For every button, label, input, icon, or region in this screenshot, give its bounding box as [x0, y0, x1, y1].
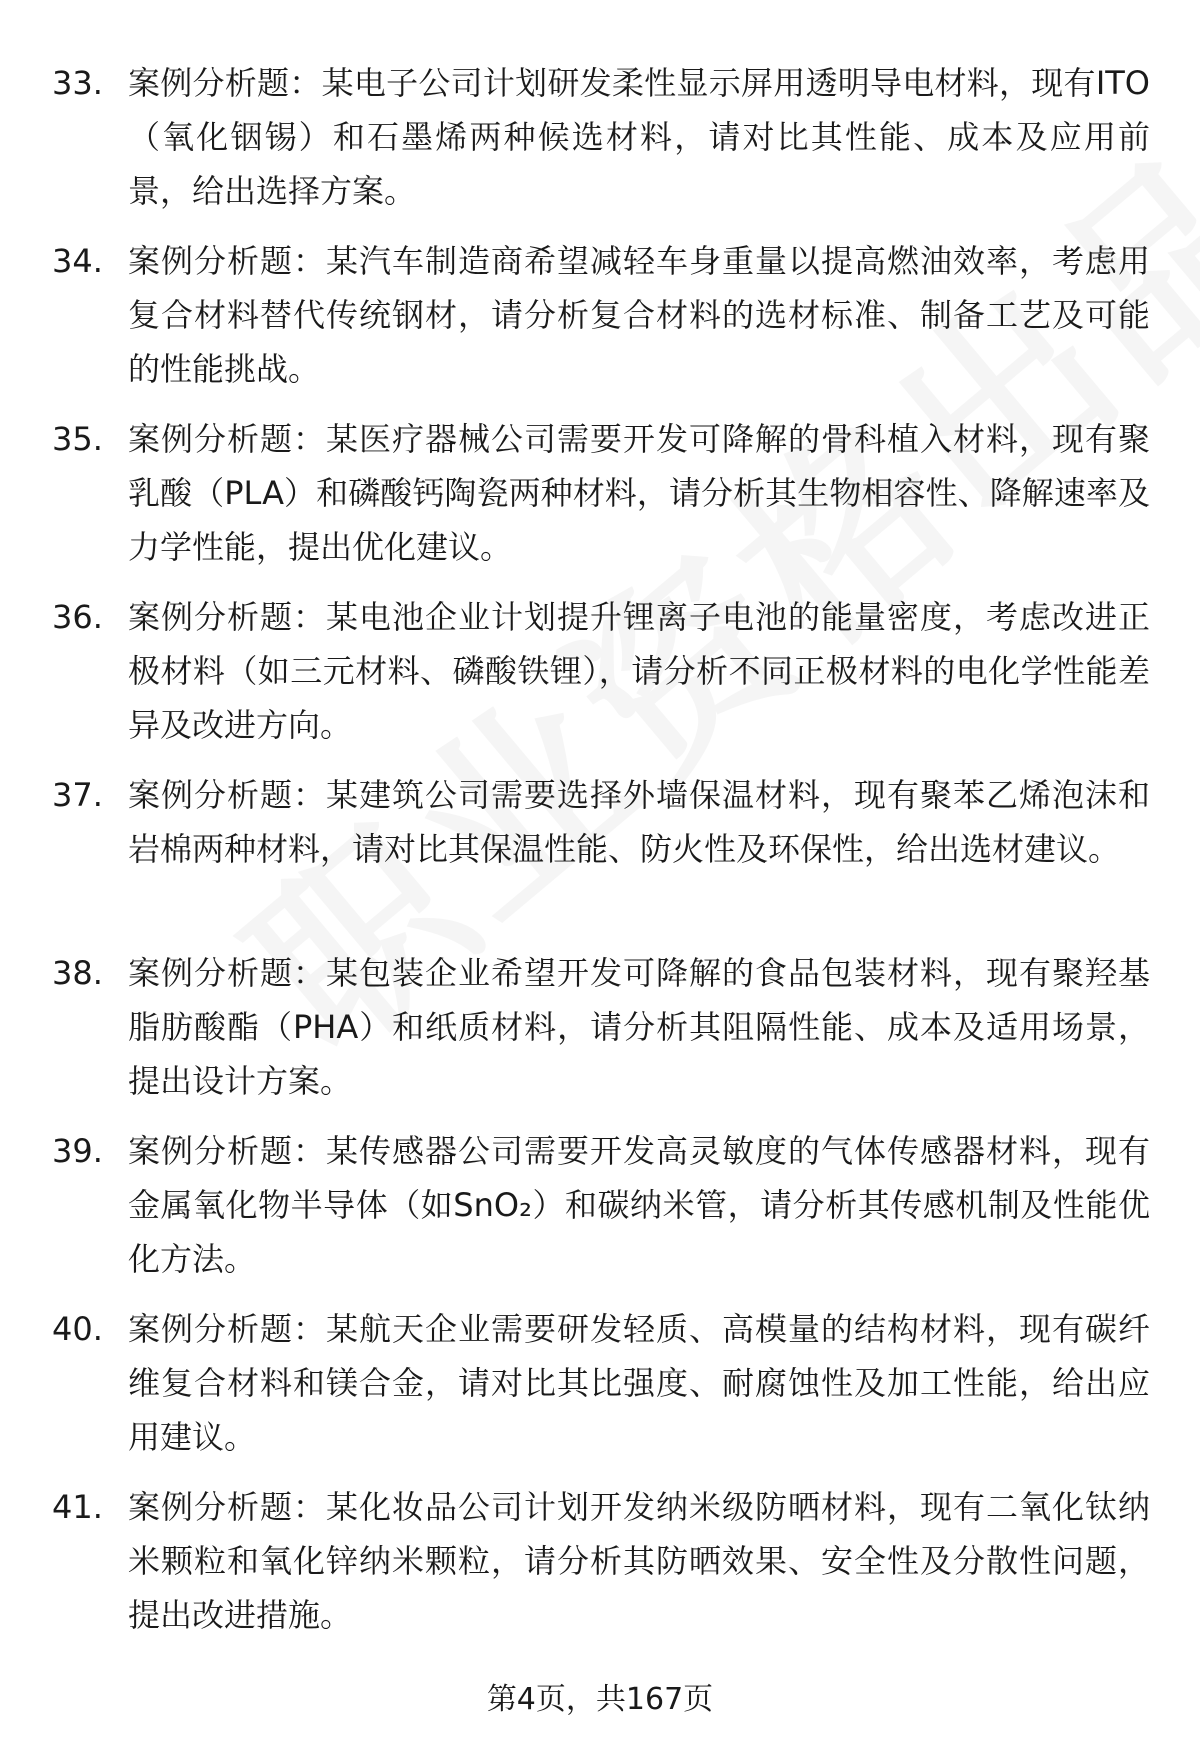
page-footer: 第4页，共167页	[486, 1682, 714, 1717]
question-34	[0, 234, 1200, 412]
question-text: 案例分析题：某传感器公司需要开发高灵敏度的气体传感器材料，现有金属氧化物半导体（如SnO₂）和碳纳米管，请分析其传感机制及性能优化方法。	[128, 1132, 1150, 1278]
question-38	[0, 946, 1200, 1124]
question-41	[0, 1480, 1200, 1658]
question-text: 案例分析题：某化妆品公司计划开发纳米级防晒材料，现有二氧化钛纳米颗粒和氧化锌纳米颗粒，请分析其防晒效果、安全性及分散性问题，提出改进措施。	[128, 1488, 1150, 1634]
question-number: 39.	[52, 1132, 103, 1170]
question-39	[0, 1124, 1200, 1302]
question-36	[0, 590, 1200, 768]
question-text: 案例分析题：某电子公司计划研发柔性显示屏用透明导电材料，现有ITO（氧化铟锡）和石墨烯两种候选材料，请对比其性能、成本及应用前景，给出选择方案。	[128, 64, 1150, 210]
question-number: 41.	[52, 1488, 103, 1526]
question-list	[0, 56, 1200, 1658]
question-35	[0, 412, 1200, 590]
question-text: 案例分析题：某电池企业计划提升锂离子电池的能量密度，考虑改进正极材料（如三元材料、磷酸铁锂），请分析不同正极材料的电化学性能差异及改进方向。	[128, 598, 1150, 744]
question-number: 35.	[52, 420, 103, 458]
question-text: 案例分析题：某汽车制造商希望减轻车身重量以提高燃油效率，考虑用复合材料替代传统钢材，请分析复合材料的选材标准、制备工艺及可能的性能挑战。	[128, 242, 1150, 388]
question-number: 40.	[52, 1310, 103, 1348]
question-text: 案例分析题：某医疗器械公司需要开发可降解的骨科植入材料，现有聚乳酸（PLA）和磷酸钙陶瓷两种材料，请分析其生物相容性、降解速率及力学性能，提出优化建议。	[128, 420, 1150, 566]
question-number: 38.	[52, 954, 103, 992]
question-37	[0, 768, 1200, 946]
question-number: 36.	[52, 598, 103, 636]
question-text: 案例分析题：某航天企业需要研发轻质、高模量的结构材料，现有碳纤维复合材料和镁合金，请对比其比强度、耐腐蚀性及加工性能，给出应用建议。	[128, 1310, 1150, 1456]
question-text: 案例分析题：某建筑公司需要选择外墙保温材料，现有聚苯乙烯泡沫和岩棉两种材料，请对比其保温性能、防火性及环保性，给出选材建议。	[128, 776, 1150, 868]
question-text: 案例分析题：某包装企业希望开发可降解的食品包装材料，现有聚羟基脂肪酸酯（PHA）和纸质材料，请分析其阻隔性能、成本及适用场景，提出设计方案。	[128, 954, 1150, 1100]
question-40	[0, 1302, 1200, 1480]
question-number: 37.	[52, 776, 103, 814]
question-number: 34.	[52, 242, 103, 280]
question-number: 33.	[52, 64, 103, 102]
question-33	[0, 56, 1200, 234]
